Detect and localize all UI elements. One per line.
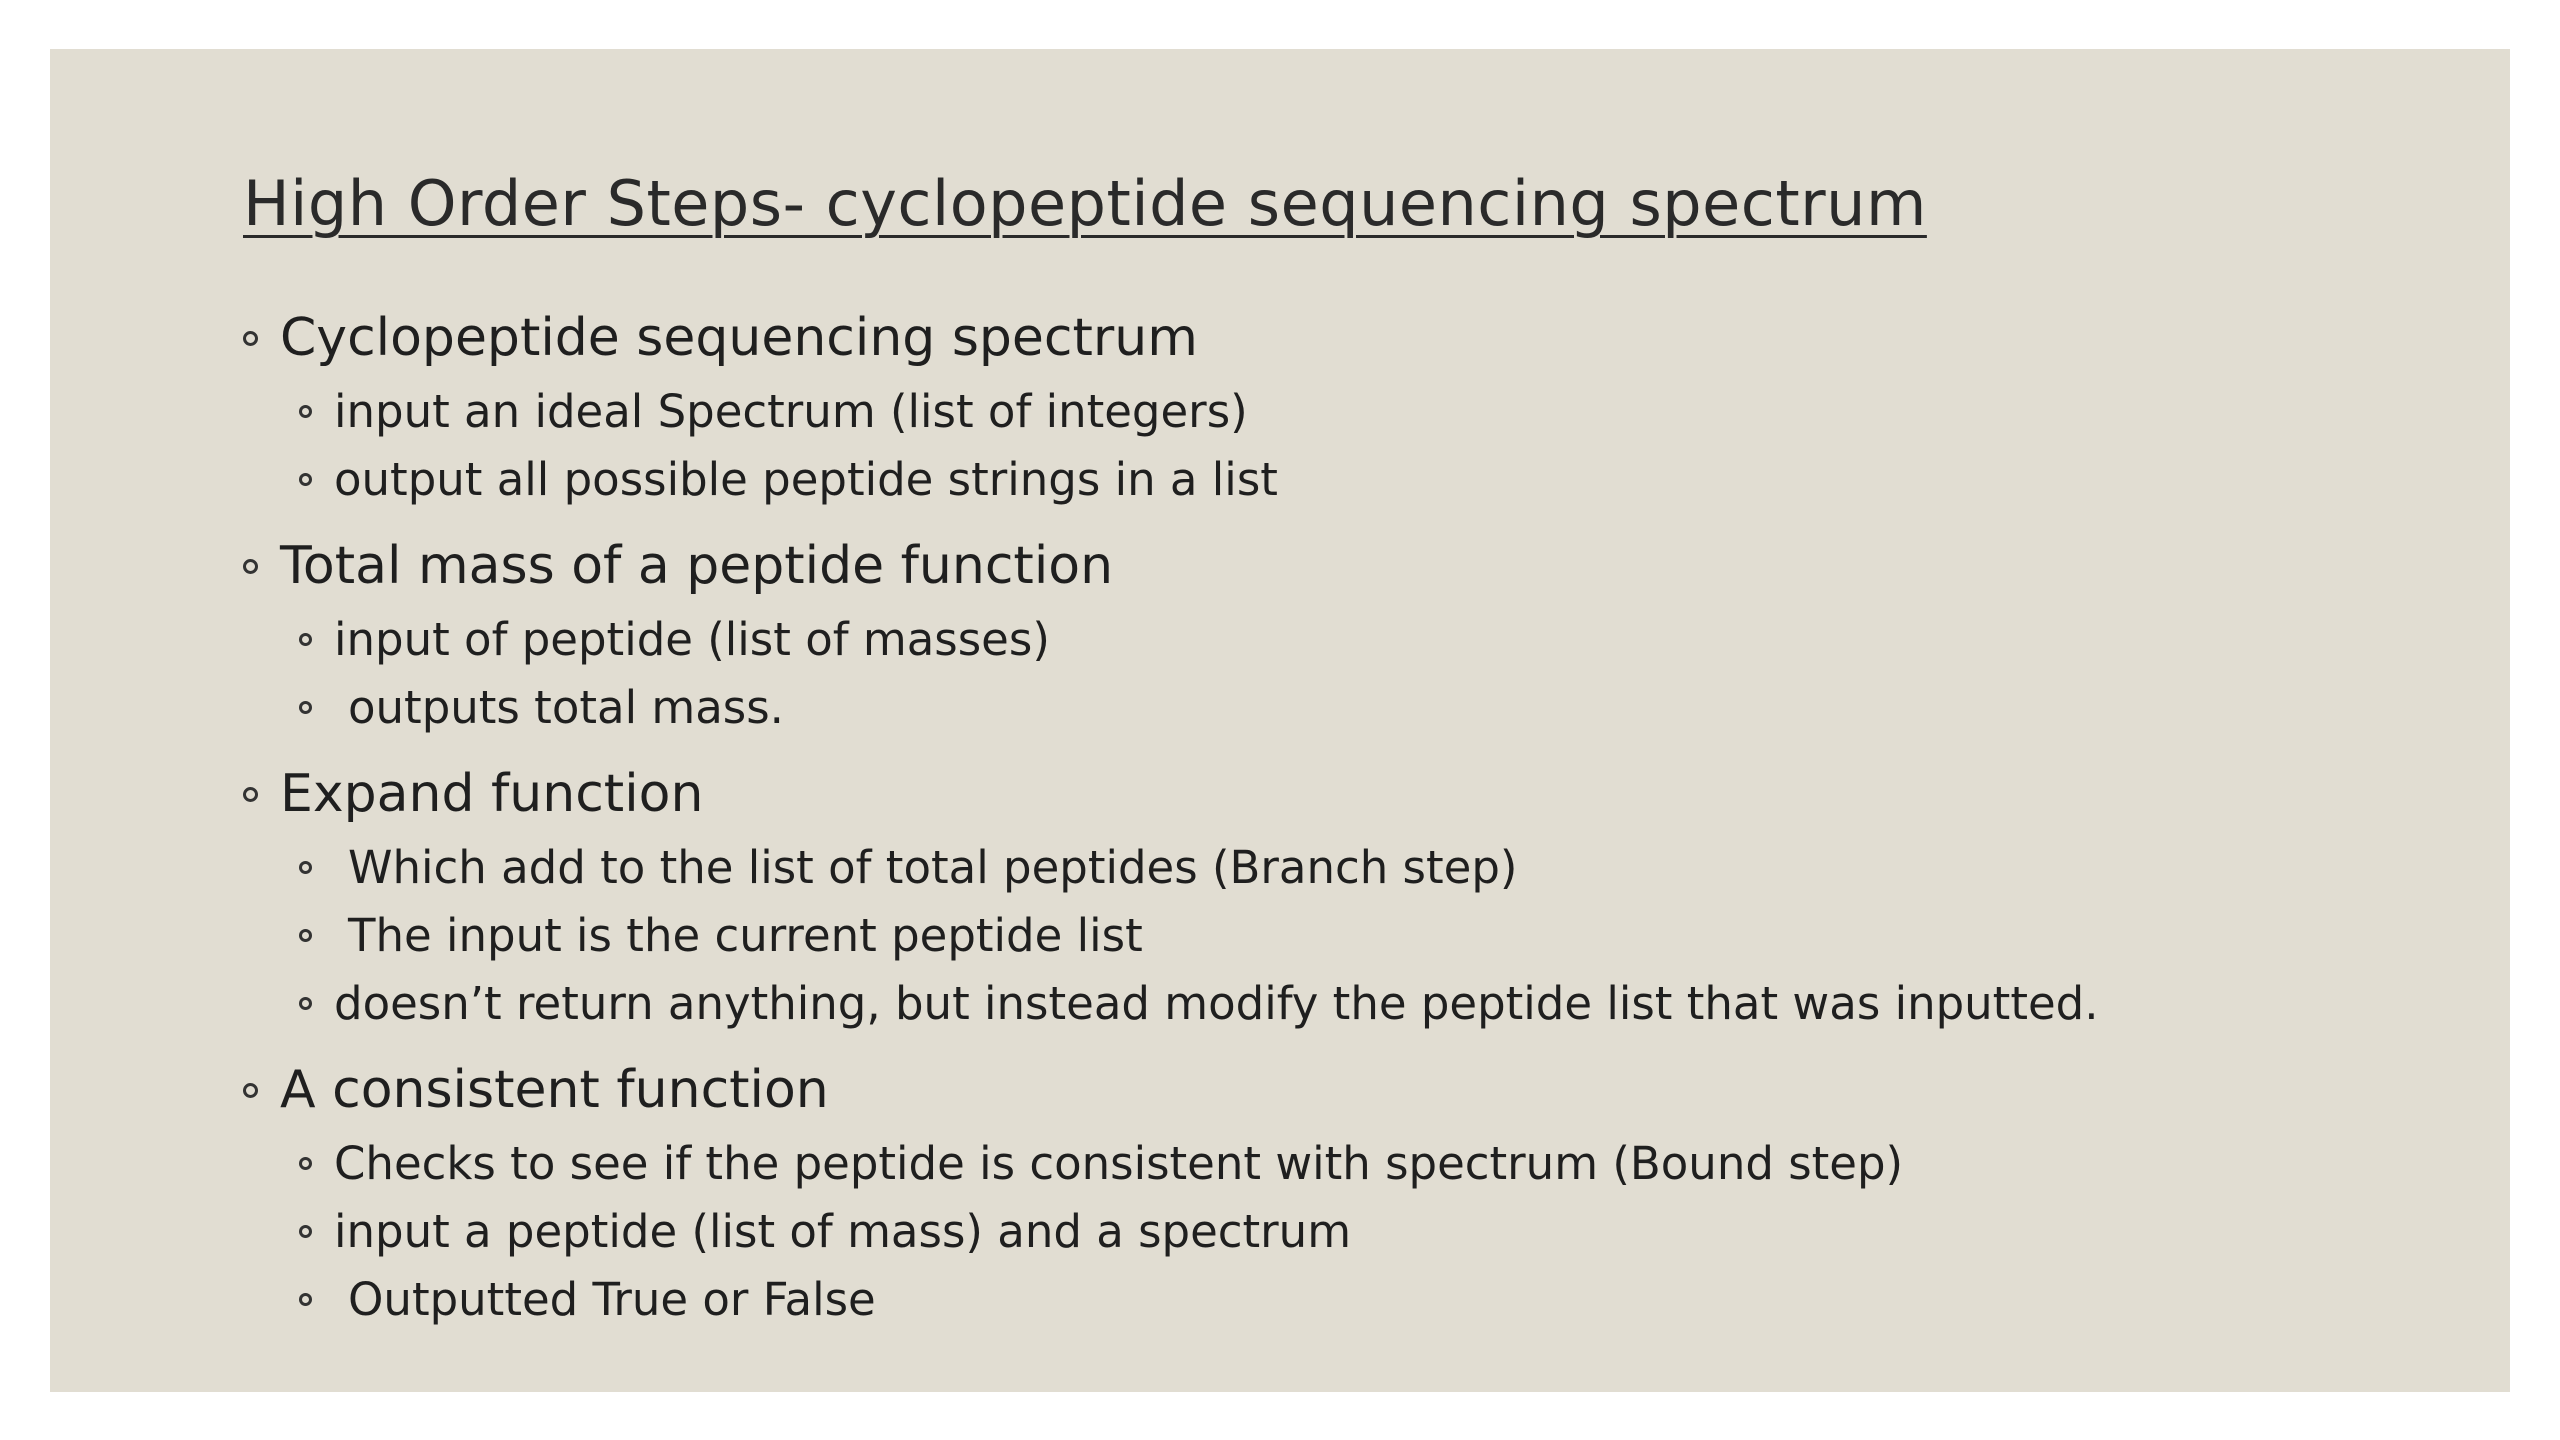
bullet-ring-icon xyxy=(299,1157,312,1170)
section-total-mass xyxy=(243,527,2443,741)
section-expand-function xyxy=(243,755,2443,1037)
section-heading: Total mass of a peptide function xyxy=(280,536,1114,596)
section-heading: A consistent function xyxy=(280,1060,829,1120)
bullet-ring-icon xyxy=(299,861,312,874)
bullet-ring-icon xyxy=(299,473,312,486)
sub-bullet-text: outputs total mass. xyxy=(348,680,784,734)
sub-bullet-item xyxy=(243,377,2443,445)
sub-bullet-item xyxy=(243,445,2443,513)
sub-bullet-item xyxy=(243,901,2443,969)
sub-bullet-text: Checks to see if the peptide is consistent with spectrum (Bound step) xyxy=(334,1136,1904,1190)
slide xyxy=(50,49,2510,1392)
sub-bullet-text: input an ideal Spectrum (list of integers) xyxy=(334,384,1248,438)
section-cyclopeptide-sequencing xyxy=(243,299,2443,513)
bullet-list xyxy=(243,299,2443,1347)
sub-bullet-text: The input is the current peptide list xyxy=(348,908,1143,962)
sub-bullet-text: input of peptide (list of masses) xyxy=(334,612,1050,666)
bullet-item xyxy=(243,755,2443,833)
bullet-item xyxy=(243,527,2443,605)
sub-bullet-item xyxy=(243,673,2443,741)
bullet-item xyxy=(243,1051,2443,1129)
section-consistent-function xyxy=(243,1051,2443,1333)
bullet-ring-icon xyxy=(299,633,312,646)
sub-bullet-item xyxy=(243,605,2443,673)
bullet-ring-icon xyxy=(299,1293,312,1306)
bullet-ring-icon xyxy=(299,997,312,1010)
sub-bullet-item xyxy=(243,969,2443,1037)
sub-bullet-text: input a peptide (list of mass) and a spectrum xyxy=(334,1204,1352,1258)
bullet-ring-icon xyxy=(243,787,258,802)
sub-bullet-text: doesn’t return anything, but instead modify the peptide list that was inputted. xyxy=(334,976,2099,1030)
sub-bullet-text: output all possible peptide strings in a list xyxy=(334,452,1278,506)
bullet-ring-icon xyxy=(243,1083,258,1098)
sub-bullet-text: Outputted True or False xyxy=(348,1272,876,1326)
bullet-ring-icon xyxy=(299,929,312,942)
slide-title: High Order Steps- cyclopeptide sequencing spectrum xyxy=(243,167,1927,240)
bullet-ring-icon xyxy=(299,405,312,418)
sub-bullet-item xyxy=(243,1197,2443,1265)
bullet-item xyxy=(243,299,2443,377)
section-heading: Expand function xyxy=(280,764,704,824)
sub-bullet-item xyxy=(243,833,2443,901)
section-heading: Cyclopeptide sequencing spectrum xyxy=(280,308,1198,368)
sub-bullet-text: Which add to the list of total peptides (Branch step) xyxy=(348,840,1518,894)
sub-bullet-item xyxy=(243,1265,2443,1333)
bullet-ring-icon xyxy=(299,701,312,714)
bullet-ring-icon xyxy=(243,331,258,346)
sub-bullet-item xyxy=(243,1129,2443,1197)
bullet-ring-icon xyxy=(243,559,258,574)
bullet-ring-icon xyxy=(299,1225,312,1238)
